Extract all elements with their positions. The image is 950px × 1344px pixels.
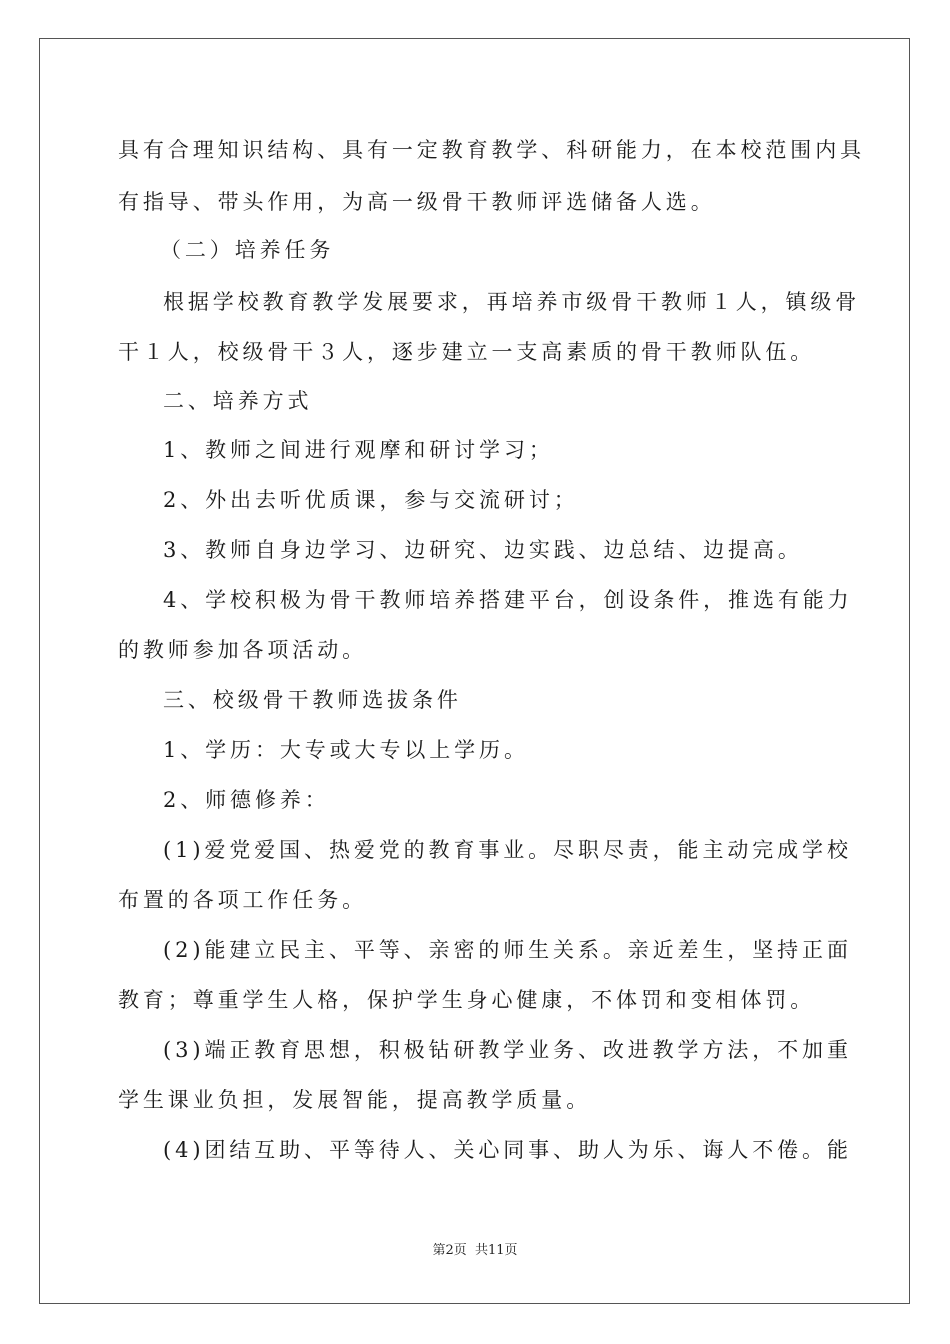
text-line: 的教师参加各项活动。 [118,638,367,662]
page-number: 第2页 [432,1243,467,1258]
text-line: 干１人，校级骨干３人，逐步建立一支高素质的骨干教师队伍。 [118,340,816,364]
list-item: 4、学校积极为骨干教师培养搭建平台，创设条件，推选有能力 [163,588,853,612]
page-footer [0,1242,950,1260]
text-line: 教育；尊重学生人格，保护学生身心健康，不体罚和变相体罚。 [118,988,816,1012]
text-line: 根据学校教育教学发展要求，再培养市级骨干教师１人，镇级骨 [163,290,861,314]
list-item: 2、外出去听优质课，参与交流研讨； [163,488,579,512]
text-line: 具有合理知识结构、具有一定教育教学、科研能力，在本校范围内具 [118,138,865,162]
page-border [39,38,910,1304]
section-heading: （二）培养任务 [160,238,335,262]
text-line: 有指导、带头作用，为高一级骨干教师评选储备人选。 [118,190,716,214]
list-item: (4)团结互助、平等待人、关心同事、助人为乐、诲人不倦。能 [163,1138,852,1162]
section-heading: 二、培养方式 [163,389,313,413]
list-item: (2)能建立民主、平等、亲密的师生关系。亲近差生，坚持正面 [163,938,852,962]
list-item: (1)爱党爱国、热爱党的教育事业。尽职尽责，能主动完成学校 [163,838,852,862]
page-total: 共11页 [474,1243,518,1258]
list-item: 3、教师自身边学习、边研究、边实践、边总结、边提高。 [163,538,803,562]
text-line: 布置的各项工作任务。 [118,888,367,912]
list-item: 1、教师之间进行观摩和研讨学习； [163,438,554,462]
list-item: 1、学历：大专或大专以上学历。 [163,738,529,762]
list-item: (3)端正教育思想，积极钻研教学业务、改进教学方法，不加重 [163,1038,852,1062]
text-line: 学生课业负担，发展智能，提高教学质量。 [118,1088,592,1112]
section-heading: 三、校级骨干教师选拔条件 [163,688,462,712]
list-item: 2、师德修养： [163,788,330,812]
